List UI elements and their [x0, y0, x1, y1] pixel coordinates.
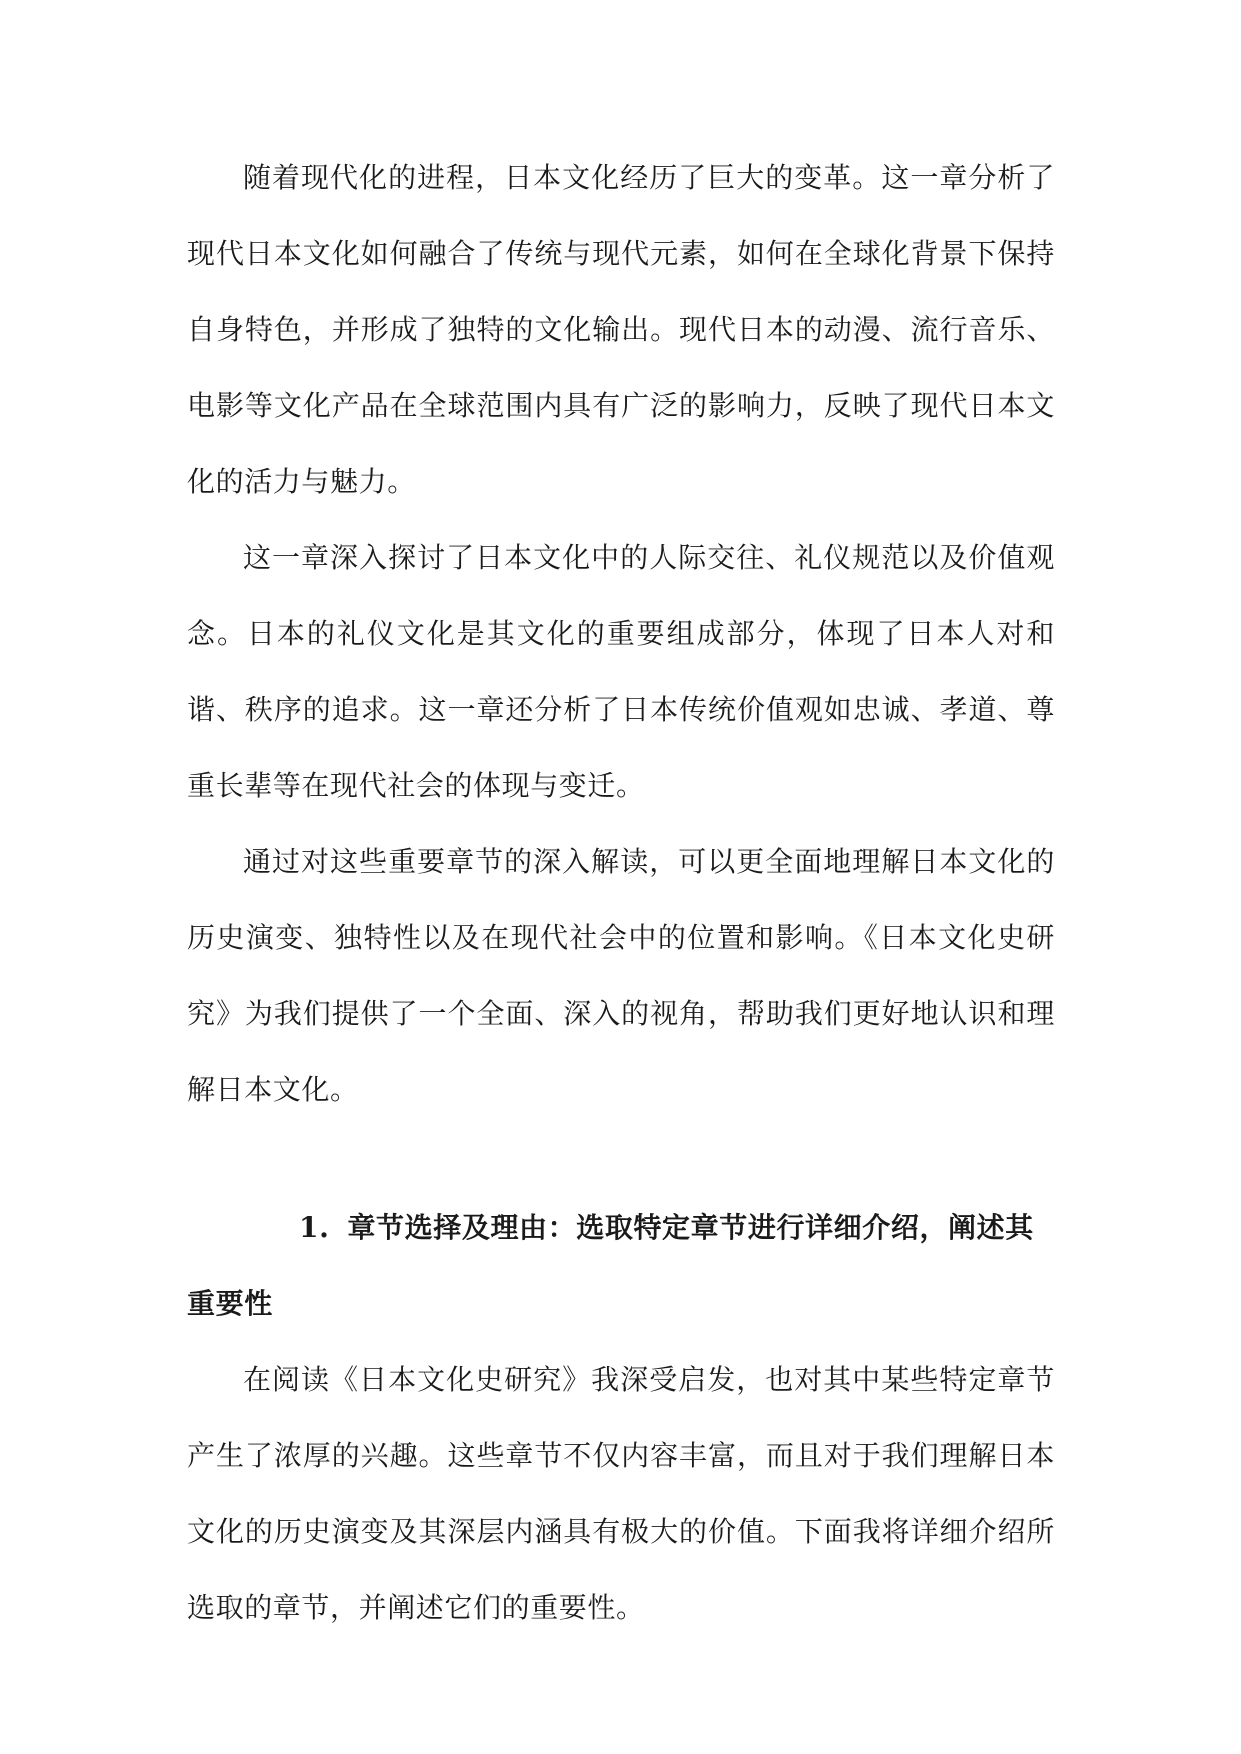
paragraph-modernization: 随着现代化的进程，日本文化经历了巨大的变革。这一章分析了现代日本文化如何融合了传统与现代元素，如何在全球化背景下保持自身特色，并形成了独特的文化输出。现代日本的动漫、流行音乐、电影等文化产品在全球范围内具有广泛的影响力，反映了现代日本文化的活力与魅力。: [187, 161, 1055, 498]
paragraph-etiquette-values: 这一章深入探讨了日本文化中的人际交往、礼仪规范以及价值观念。日本的礼仪文化是其文化的重要组成部分，体现了日本人对和谐、秩序的追求。这一章还分析了日本传统价值观如忠诚、孝道、尊重长辈等在现代社会的体现与变迁。: [187, 541, 1055, 802]
document-body: [187, 140, 1055, 1646]
section-heading: [187, 1190, 1055, 1342]
section-heading-text: 章节选择及理由：选取特定章节进行详细介绍，阐述其重要性: [187, 1211, 1034, 1320]
paragraph-summary: 通过对这些重要章节的深入解读，可以更全面地理解日本文化的历史演变、独特性以及在现代社会中的位置和影响。《日本文化史研究》为我们提供了一个全面、深入的视角，帮助我们更好地认识和理解日本文化。: [187, 845, 1055, 1106]
paragraph-chapter-selection: 在阅读《日本文化史研究》我深受启发，也对其中某些特定章节产生了浓厚的兴趣。这些章节不仅内容丰富，而且对于我们理解日本文化的历史演变及其深层内涵具有极大的价值。下面我将详细介绍所选取的章节，并阐述它们的重要性。: [187, 1363, 1055, 1624]
section-heading-number: 1.: [299, 1211, 330, 1244]
